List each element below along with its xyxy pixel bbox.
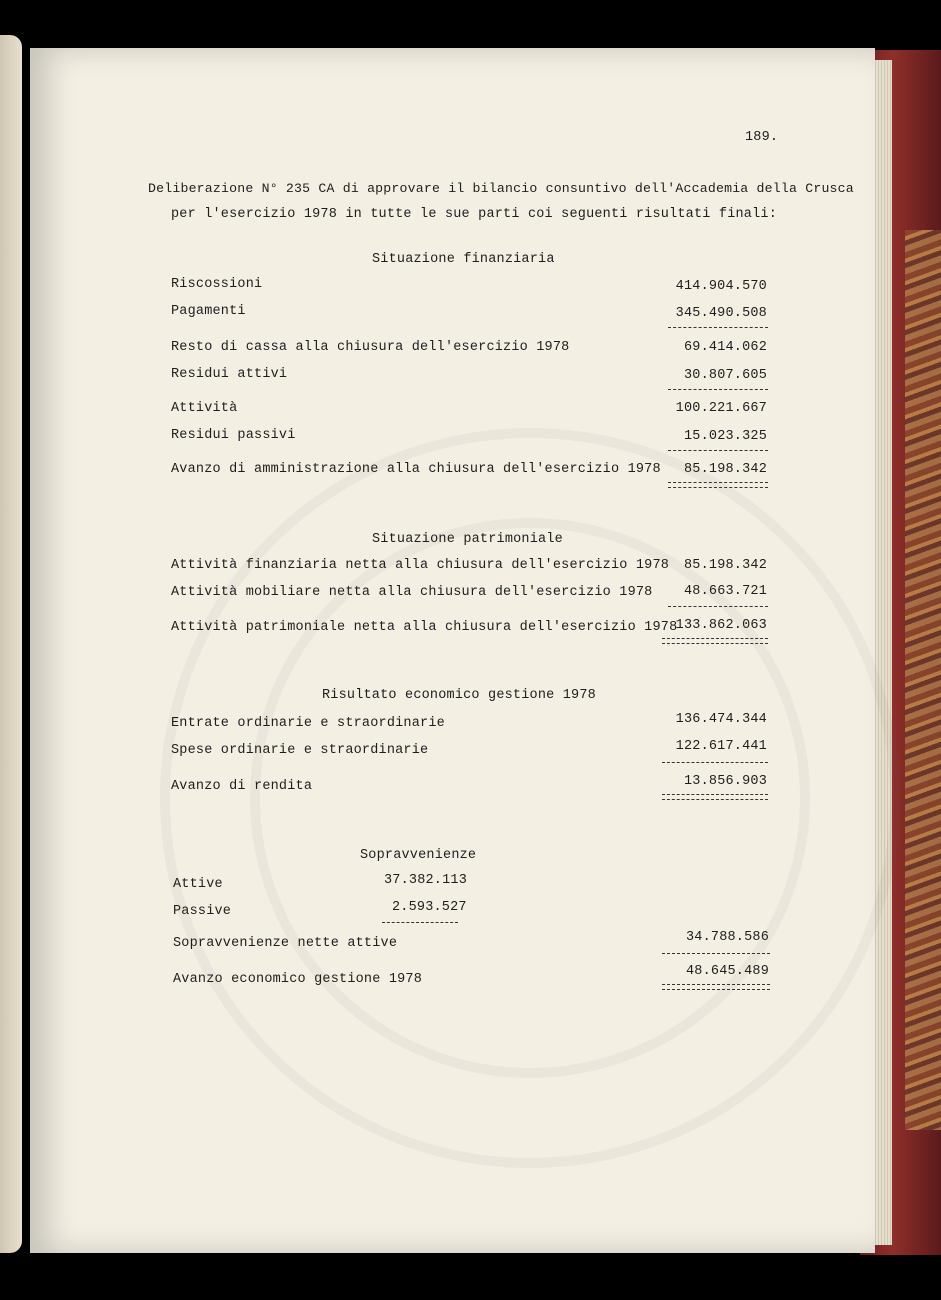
row-label: Avanzo di rendita xyxy=(171,779,313,794)
intro-line-1: Deliberazione N° 235 CA di approvare il bilancio consuntivo dell'Accademia della Crusca xyxy=(148,181,854,196)
row-label: Attive xyxy=(173,877,223,892)
section-title-patrimoniale: Situazione patrimoniale xyxy=(372,532,563,547)
sum-rule xyxy=(382,922,458,923)
row-label: Attività xyxy=(171,401,238,416)
section-title-sopravvenienze: Sopravvenienze xyxy=(360,848,477,863)
row-label: Attività finanziaria netta alla chiusura dell'esercizio 1978 xyxy=(171,558,670,573)
row-label: Passive xyxy=(173,904,232,919)
row-label: Pagamenti xyxy=(171,304,246,319)
row-value: 85.198.342 xyxy=(683,558,767,573)
sum-rule xyxy=(662,762,768,763)
row-label: Attività patrimoniale netta alla chiusura dell'esercizio 1978 xyxy=(171,620,678,635)
row-value: 100.221.667 xyxy=(675,401,767,416)
row-label: Spese ordinarie e straordinarie xyxy=(171,743,429,758)
row-value: 30.807.605 xyxy=(683,368,767,383)
row-value: 345.490.508 xyxy=(675,306,767,321)
sum-rule xyxy=(668,327,768,328)
row-label: Avanzo di amministrazione alla chiusura dell'esercizio 1978 xyxy=(171,462,661,477)
row-value: 37.382.113 xyxy=(384,873,468,888)
row-value: 136.474.344 xyxy=(675,712,767,727)
nette-label: Sopravvenienze nette attive xyxy=(173,936,398,951)
row-value: 69.414.062 xyxy=(683,340,767,355)
row-value: 15.023.325 xyxy=(683,429,767,444)
row-label: Resto di cassa alla chiusura dell'esercizio 1978 xyxy=(171,340,570,355)
row-value: 414.904.570 xyxy=(675,279,767,294)
row-label: Residui attivi xyxy=(171,367,288,382)
row-value: 2.593.527 xyxy=(392,900,467,915)
total-double-rule xyxy=(662,638,768,644)
sum-rule xyxy=(668,389,768,390)
row-value: 13.856.903 xyxy=(683,774,767,789)
sum-rule xyxy=(662,953,770,954)
row-label: Attività mobiliare netta alla chiusura dell'esercizio 1978 xyxy=(171,585,653,600)
nette-value: 34.788.586 xyxy=(685,930,769,945)
row-value: 48.663.721 xyxy=(683,584,767,599)
row-label: Riscossioni xyxy=(171,277,263,292)
avanzo-value: 48.645.489 xyxy=(685,964,769,979)
marbled-edge xyxy=(905,230,941,1130)
sum-rule xyxy=(668,606,768,607)
avanzo-label: Avanzo economico gestione 1978 xyxy=(173,972,423,987)
sum-rule xyxy=(668,450,768,451)
row-value: 133.862.063 xyxy=(675,618,767,633)
total-double-rule xyxy=(662,984,770,990)
total-double-rule xyxy=(668,482,768,488)
section-title-economico: Risultato economico gestione 1978 xyxy=(322,688,596,703)
left-page-edge xyxy=(0,35,22,1253)
page-number: 189. xyxy=(745,130,779,145)
document-page xyxy=(30,48,875,1253)
row-value: 122.617.441 xyxy=(675,739,767,754)
intro-line-2: per l'esercizio 1978 in tutte le sue parti coi seguenti risultati finali: xyxy=(171,207,777,222)
total-double-rule xyxy=(662,794,768,800)
row-value: 85.198.342 xyxy=(683,462,767,477)
row-label: Residui passivi xyxy=(171,428,296,443)
section-title-finanziaria: Situazione finanziaria xyxy=(372,252,555,267)
row-label: Entrate ordinarie e straordinarie xyxy=(171,716,445,731)
